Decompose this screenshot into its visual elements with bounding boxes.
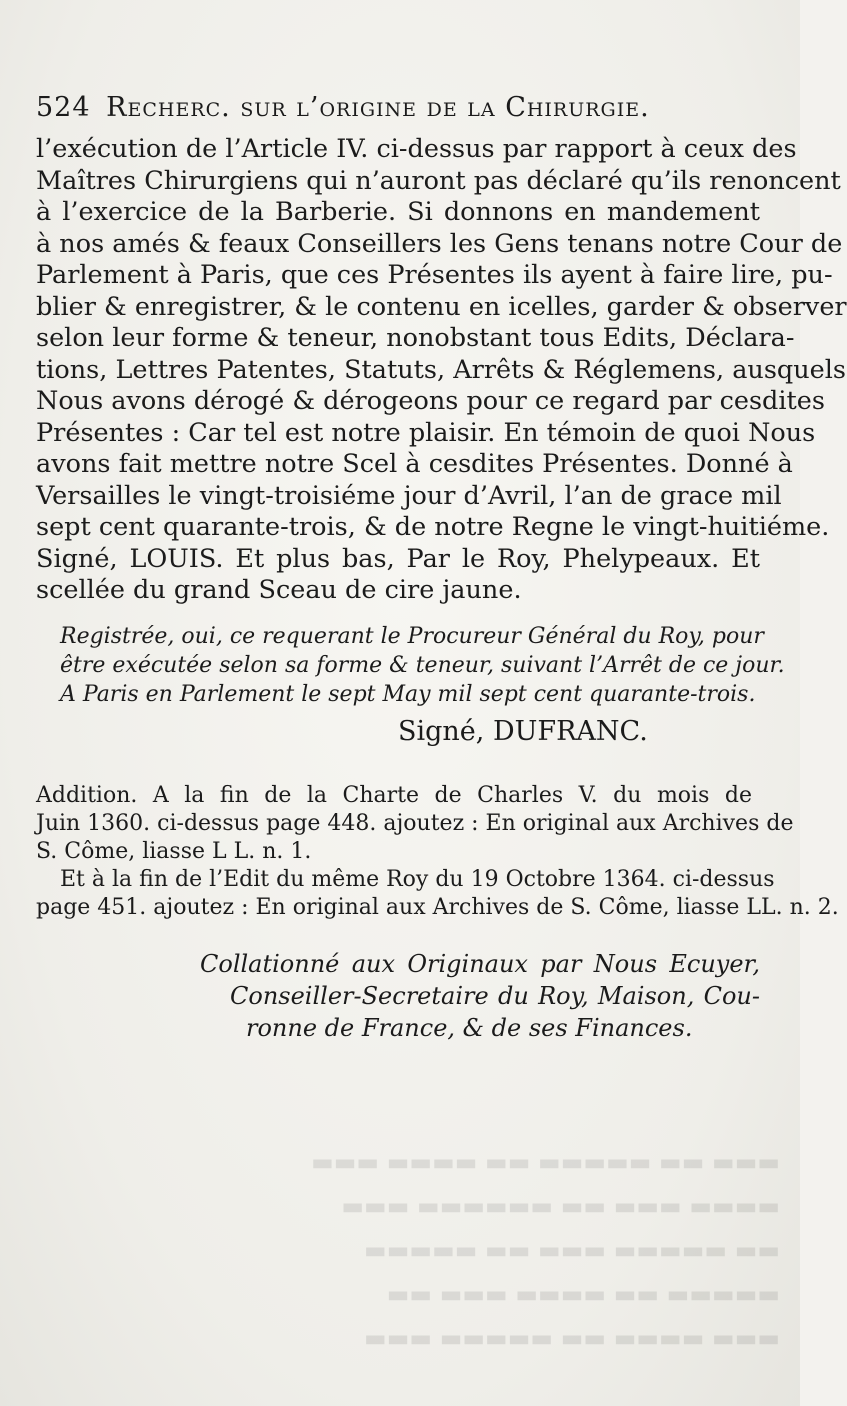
body-line: sept cent quarante-trois, & de notre Regne le vingt-huitiéme. xyxy=(36,512,830,542)
body-line: l’exécution de l’Article IV. ci-dessus par rapport à ceux des xyxy=(36,134,797,164)
body-line: blier & enregistrer, & le contenu en icelles, garder & observer xyxy=(36,291,847,322)
body-line: avons fait mettre notre Scel à cesdites Présentes. Donné à xyxy=(36,449,793,479)
body-line: Nous avons dérogé & dérogeons pour ce regard par cesdites xyxy=(36,386,825,416)
body-line: Présentes : Car tel est notre plaisir. En témoin de quoi Nous xyxy=(36,417,816,448)
page-number: 524 xyxy=(36,92,91,123)
addition-section xyxy=(36,782,839,922)
body-line: selon leur forme & teneur, nonobstant tous Edits, Déclara- xyxy=(36,323,795,353)
registration-line: Registrée, oui, ce requerant le Procureur Général du Roy, pour xyxy=(60,624,764,649)
signature-dufranc: Signé, DUFRANC. xyxy=(398,716,648,747)
collation-line: ronne de France, & de ses Finances. xyxy=(246,1014,693,1042)
body-line: à l’exercice de la Barberie. Si donnons en mandement xyxy=(36,197,760,227)
collation-line: Collationné aux Originaux par Nous Ecuyer, xyxy=(200,950,760,978)
registration-line: A Paris en Parlement le sept May mil sept cent quarante-trois. xyxy=(60,682,756,707)
bleed-through-texture: ▬▬▬ ▬▬ ▬▬▬▬▬ ▬▬ ▬▬▬▬ ▬▬▬ ▬▬▬▬ ▬▬▬ ▬▬ ▬▬▬▬▬▬ ▬▬▬ ▬▬ ▬▬▬▬▬ ▬▬▬ ▬▬ ▬▬▬▬▬ ▬▬▬▬▬ ▬▬ ▬▬▬▬ ▬▬▬ ▬▬ ▬▬▬ ▬▬▬▬ ▬▬ ▬▬▬▬▬ ▬▬▬ xyxy=(311,1148,780,1352)
addition-line: Et à la fin de l’Edit du même Roy du 19 Octobre 1364. ci-dessus xyxy=(60,867,775,892)
addition-line: Addition. A la fin de la Charte de Charles V. du mois de xyxy=(36,783,752,808)
body-line: scellée du grand Sceau de cire jaune. xyxy=(36,575,522,605)
body-line: Maîtres Chirurgiens qui n’auront pas déclaré qu’ils renoncent xyxy=(36,165,841,196)
collation-note xyxy=(200,948,760,1044)
running-title: Recherc. sur l’origine de la Chirurgie. xyxy=(106,92,650,123)
addition-line: page 451. ajoutez : En original aux Archives de S. Côme, liasse LL. n. 2. xyxy=(36,895,839,920)
addition-line: Juin 1360. ci-dessus page 448. ajoutez : En original aux Archives de xyxy=(36,811,794,836)
registration-note xyxy=(60,622,785,709)
body-line: à nos amés & feaux Conseillers les Gens tenans notre Cour de xyxy=(36,228,843,259)
collation-line: Conseiller-Secretaire du Roy, Maison, Cou- xyxy=(230,982,760,1010)
registration-line: être exécutée selon sa forme & teneur, suivant l’Arrêt de ce jour. xyxy=(60,653,785,678)
running-header xyxy=(36,92,766,123)
ordinance-body xyxy=(36,134,847,607)
body-line: Signé, LOUIS. Et plus bas, Par le Roy, Phelypeaux. Et xyxy=(36,543,760,574)
body-line: Parlement à Paris, que ces Présentes ils ayent à faire lire, pu- xyxy=(36,260,833,290)
body-line: Versailles le vingt-troisiéme jour d’Avril, l’an de grace mil xyxy=(36,480,782,511)
body-line: tions, Lettres Patentes, Statuts, Arrêts & Réglemens, ausquels xyxy=(36,354,846,385)
addition-line: S. Côme, liasse L L. n. 1. xyxy=(36,839,312,864)
